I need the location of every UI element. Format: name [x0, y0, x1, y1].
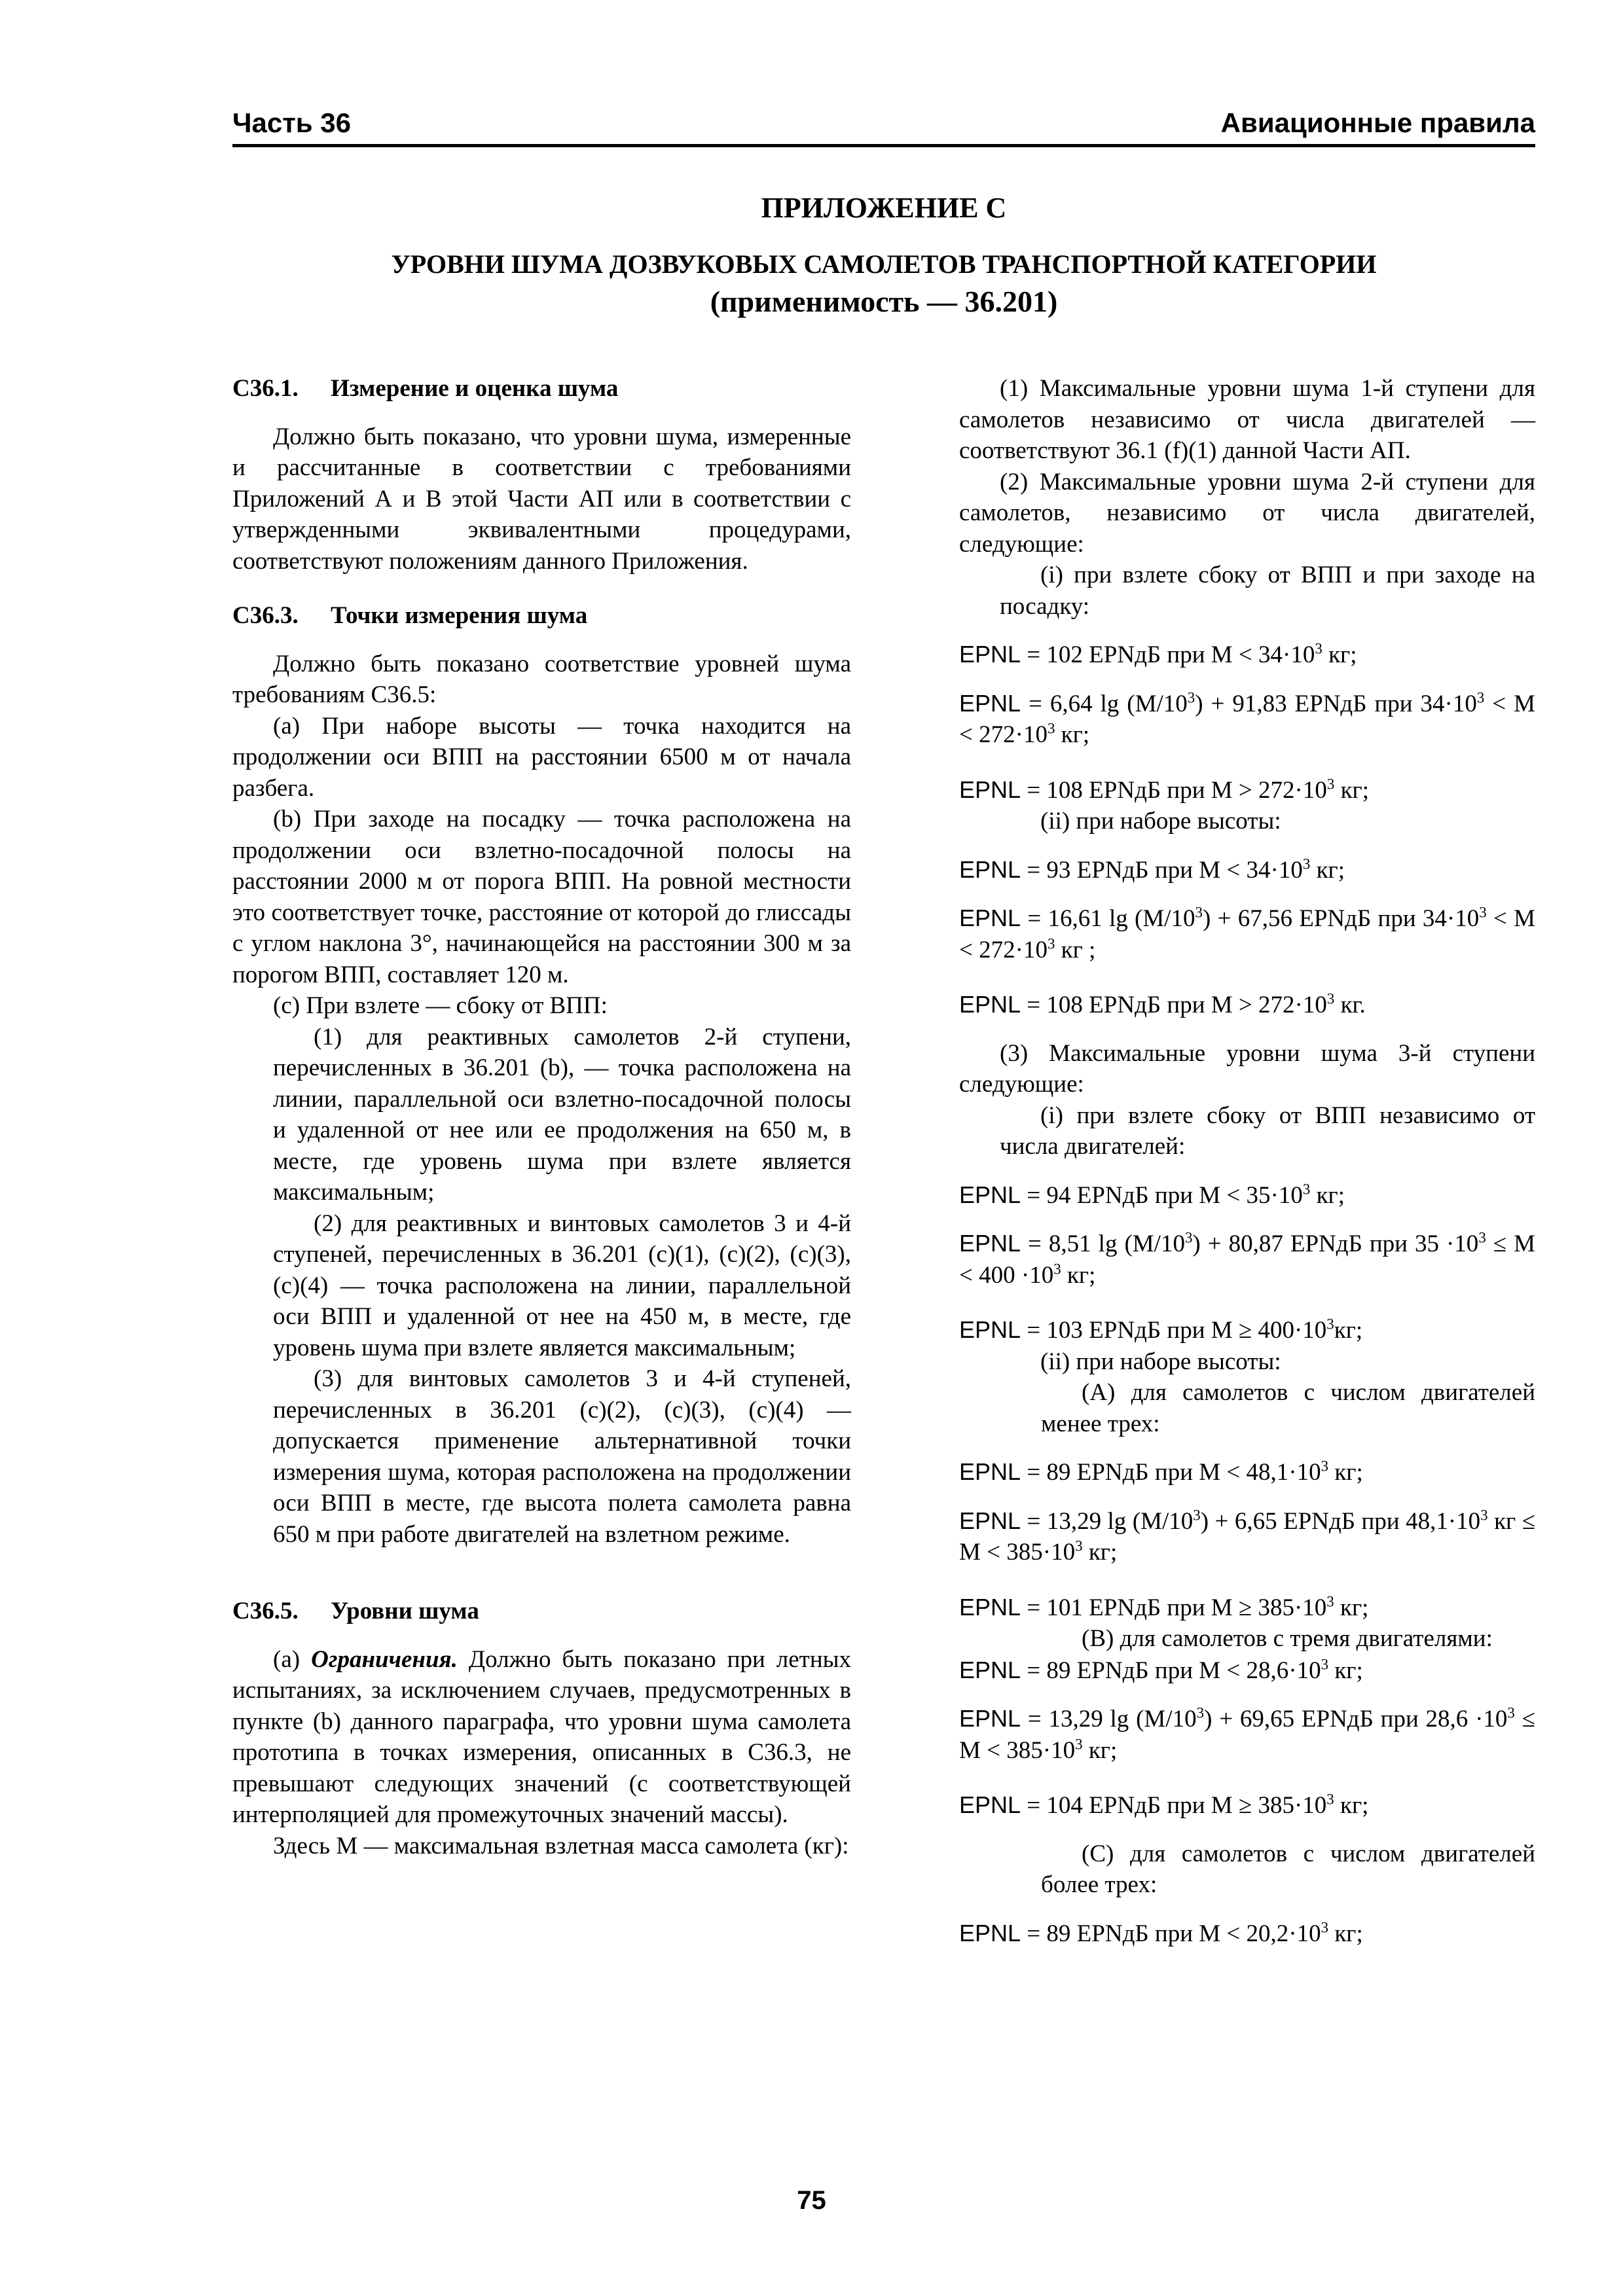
formula-part: = 89	[1021, 1920, 1077, 1947]
formula-part: кг ≤ М < 385·10	[959, 1507, 1535, 1566]
appendix-heading: ПРИЛОЖЕНИЕ C	[761, 192, 1007, 224]
formula-part: при 48,1·10	[1361, 1507, 1481, 1535]
formula-exponent: 3	[1326, 990, 1335, 1007]
section-heading	[232, 373, 851, 404]
formula-part: = 93	[1021, 856, 1077, 884]
formula-exponent: 3	[1047, 720, 1055, 737]
formula	[959, 989, 1535, 1021]
section-title: Точки измерения шума	[331, 602, 588, 629]
formula-part: ) + 69,65	[1204, 1706, 1302, 1732]
formula-exponent: 3	[1326, 1791, 1334, 1808]
formula-part: ≤ М < 385·10	[959, 1706, 1535, 1764]
formula-part: кг;	[1310, 1181, 1345, 1209]
appendix-subject: УРОВНИ ШУМА ДОЗВУКОВЫХ САМОЛЕТОВ ТРАНСПОРТНОЙ КАТЕГОРИИ	[391, 249, 1377, 279]
formula-part: ) + 67,56	[1203, 905, 1300, 932]
formula	[959, 1456, 1535, 1488]
page-number: 75	[797, 2186, 826, 2215]
section-number: С36.5.	[232, 1598, 299, 1624]
formula	[959, 903, 1535, 965]
formula-part: EPNL	[959, 1919, 1021, 1946]
formula-exponent: 3	[1187, 689, 1195, 706]
formula-part: EPNL	[959, 1316, 1021, 1343]
header-part: Часть 36	[232, 107, 352, 138]
formula-part: = 89	[1021, 1459, 1077, 1486]
formula-part: при М < 20,2·10	[1148, 1920, 1321, 1947]
formula-part: ЕРNдБ	[1076, 856, 1149, 884]
formula-part: ЕРNдБ	[1089, 1317, 1161, 1344]
formula-exponent: 3	[1302, 855, 1311, 872]
formula-exponent: 3	[1193, 1506, 1201, 1523]
formula-exponent: 3	[1478, 1229, 1486, 1246]
formula-part: EPNL	[959, 905, 1021, 931]
formula-part: = 108	[1021, 992, 1089, 1018]
formula-part: = 108	[1021, 776, 1089, 804]
formula-part: = 16,61 lg (М/10	[1021, 905, 1195, 932]
formula-part: ) + 80,87	[1192, 1230, 1290, 1257]
formula-exponent: 3	[1507, 1704, 1515, 1721]
formula-part: при М ≥ 400·10	[1161, 1317, 1327, 1344]
formula-part: кг;	[1334, 776, 1370, 804]
formula-part: при М < 35·10	[1148, 1181, 1303, 1209]
formula-part: кг;	[1328, 1657, 1363, 1684]
formula-part: при М ≥ 385·10	[1161, 1792, 1327, 1819]
formula-part: ЕРNдБ	[1089, 992, 1161, 1018]
formula-part: ЕРNдБ	[1076, 1181, 1149, 1209]
formula-exponent: 3	[1195, 904, 1203, 921]
formula-part: кг;	[1310, 856, 1345, 884]
formula-part: ЕРNдБ	[1294, 690, 1367, 717]
formula-exponent: 3	[1184, 1229, 1193, 1246]
formula-part: EPNL	[959, 1656, 1021, 1683]
formula-part: ЕРNдБ	[1089, 1792, 1161, 1819]
formula-exponent: 3	[1315, 640, 1322, 657]
formula-part: ЕРNдБ	[1089, 1594, 1161, 1621]
header-title: Авиационные правила	[1220, 107, 1535, 138]
paragraph: (i) при взлете сбоку от ВПП независимо от числа двигателей:	[1000, 1102, 1535, 1160]
formula-part: ЕРNдБ	[1076, 1920, 1149, 1947]
formula-part: ≤ М < 400 ·10	[959, 1230, 1535, 1289]
formula	[959, 854, 1535, 886]
formula-part: кг;	[1082, 1539, 1118, 1566]
formula-part: ) + 91,83	[1195, 690, 1295, 717]
formula-part: = 6,64 lg (М/10	[1021, 690, 1188, 717]
formula	[959, 639, 1535, 671]
paragraph: (с) При взлете — сбоку от ВПП:	[273, 992, 608, 1019]
formula-part: при М < 34·10	[1148, 856, 1303, 884]
formula-part: при 35 ·10	[1369, 1230, 1479, 1257]
formula-part: ЕРNдБ	[1089, 776, 1161, 804]
formula-part: кг;	[1328, 1459, 1363, 1486]
paragraph: Здесь М — максимальная взлетная масса самолета (кг):	[273, 1832, 849, 1859]
section-title: Уровни шума	[331, 1598, 479, 1624]
formula-part: = 104	[1021, 1792, 1089, 1819]
paragraph-text: Должно быть показано при летных испытаниях, за исключением случаев, предусмотренных в пункте (b) данного параграфа, что уровни шума самолета прототипа в точках измерения, описанных в С36.3, не превышают следующих значений (с соответствующей интерполяцией для промежуточных значений массы).	[232, 1645, 852, 1828]
formula-part: при М ≥ 385·10	[1161, 1594, 1327, 1621]
formula-exponent: 3	[1321, 1655, 1329, 1672]
appendix-applicability: (применимость — 36.201)	[710, 285, 1058, 318]
formula-part: EPNL	[959, 776, 1021, 803]
formula-part: = 8,51 lg (М/10	[1021, 1230, 1185, 1257]
formula-exponent: 3	[1476, 689, 1485, 706]
formula-part: = 13,29 lg (М/10	[1021, 1706, 1197, 1732]
left-column	[232, 373, 851, 1861]
formula-part: при М < 48,1·10	[1148, 1459, 1321, 1486]
formula-part: EPNL	[959, 1181, 1021, 1208]
formula-part: при 28,6 ·10	[1380, 1706, 1508, 1732]
paragraph: (а) При наборе высоты — точка находится на продолжении оси ВПП на расстоянии 6500 м от начала разбега.	[232, 712, 851, 802]
formula-part: при М > 272·10	[1161, 776, 1327, 804]
item-label: (а)	[273, 1645, 301, 1673]
formula-part: кг;	[1334, 1594, 1369, 1621]
running-header	[232, 105, 1535, 147]
paragraph: (2) Максимальные уровни шума 2-й ступени для самолетов, независимо от числа двигателей, следующие:	[959, 468, 1535, 558]
formula-exponent: 3	[1479, 904, 1487, 921]
formula-part: кг;	[1322, 641, 1357, 668]
right-column	[959, 373, 1535, 1949]
formula	[959, 1228, 1535, 1291]
paragraph: (2) для реактивных и винтовых самолетов 3 и 4-й ступеней, перечисленных в 36.201 (c)(1), (c)(2), (c)(3), (c)(4) — точка расположена на линии, параллельной оси ВПП и удаленной от нее на 450 м, в месте, где уровень шума при взлете является максимальным;	[273, 1210, 851, 1361]
paragraph: (i) при взлете сбоку от ВПП и при заходе на посадку:	[1000, 562, 1535, 620]
formula-part: EPNL	[959, 689, 1021, 717]
formula	[959, 1703, 1535, 1766]
formula	[959, 1179, 1535, 1211]
formula	[959, 1789, 1535, 1821]
emphasis: Ограничения.	[311, 1645, 458, 1673]
formula-part: при М > 272·10	[1161, 992, 1327, 1018]
formula-part: < М < 272·10	[959, 690, 1535, 748]
section-heading	[232, 1596, 851, 1627]
paragraph: (ii) при наборе высоты:	[1040, 808, 1281, 834]
formula-exponent: 3	[1196, 1704, 1205, 1721]
formula-part: ЕРNдБ	[1283, 1507, 1356, 1535]
paragraph: (3) Максимальные уровни шума 3-й ступени следующие:	[959, 1039, 1535, 1098]
formula-part: кг;	[1055, 721, 1090, 748]
formula-part: = 89	[1021, 1657, 1077, 1684]
formula-part: ЕРNдБ	[1076, 1657, 1149, 1684]
formula-exponent: 3	[1302, 1180, 1311, 1197]
formula-part: = 101	[1021, 1594, 1089, 1621]
formula-part: EPNL	[959, 855, 1021, 883]
section-heading	[232, 600, 851, 632]
formula-exponent: 3	[1326, 775, 1335, 792]
formula-part: ) + 6,65	[1200, 1507, 1284, 1535]
formula-part: = 94	[1021, 1181, 1077, 1209]
formula-part: при 34·10	[1374, 690, 1477, 717]
formula-part: EPNL	[959, 1507, 1021, 1534]
formula-part: кг;	[1328, 1920, 1363, 1947]
paragraph: (ii) при наборе высоты:	[1040, 1348, 1281, 1375]
formula-exponent: 3	[1480, 1506, 1488, 1523]
formula-part: EPNL	[959, 1230, 1021, 1257]
formula	[959, 1314, 1535, 1346]
formula-exponent: 3	[1326, 1316, 1334, 1333]
formula	[959, 1505, 1535, 1568]
formula-part: ЕРNдБ	[1301, 1706, 1374, 1732]
formula-part: EPNL	[959, 991, 1021, 1018]
formula	[959, 774, 1535, 806]
formula-part: EPNL	[959, 641, 1021, 668]
formula-exponent: 3	[1075, 1735, 1083, 1752]
formula-exponent: 3	[1047, 935, 1055, 952]
formula-exponent: 3	[1321, 1918, 1329, 1935]
formula-part: кг;	[1061, 1261, 1096, 1289]
formula-part: EPNL	[959, 1458, 1021, 1485]
formula-part: при М < 34·10	[1161, 641, 1315, 668]
paragraph: (В) для самолетов с тремя двигателями:	[1082, 1625, 1493, 1652]
paragraph: (С) для самолетов с числом двигателей более трех:	[1041, 1840, 1535, 1898]
paragraph: (1) Максимальные уровни шума 1-й ступени для самолетов независимо от числа двигателей — соответствуют 36.1 (f)(1) данной Части АП.	[959, 375, 1535, 464]
formula-part: кг ;	[1055, 936, 1096, 963]
formula-part: ЕРNдБ	[1299, 905, 1372, 932]
formula-part: EPNL	[959, 1791, 1021, 1818]
formula-exponent: 3	[1075, 1537, 1083, 1554]
formula-part: при М < 28,6·10	[1148, 1657, 1321, 1684]
paragraph: (1) для реактивных самолетов 2-й ступени, перечисленных в 36.201 (b), — точка расположена на линии, параллельной оси взлетно-посадочной полосы и удаленной от нее или ее продолжения на 650 м, в месте, где уровень шума при взлете является максимальным;	[273, 1023, 851, 1206]
formula-part: ЕРNдБ	[1290, 1230, 1362, 1257]
formula	[959, 1592, 1535, 1624]
formula-part: кг;	[1334, 1792, 1369, 1819]
formula-part: EPNL	[959, 1593, 1021, 1621]
formula-exponent: 3	[1326, 1592, 1334, 1609]
formula-part: кг;	[1334, 1317, 1363, 1344]
formula-part: при 34·10	[1377, 905, 1480, 932]
formula	[959, 1655, 1535, 1687]
formula-part: = 103	[1021, 1317, 1089, 1344]
paragraph	[232, 1644, 851, 1831]
formula-part: ЕРNдБ	[1089, 641, 1161, 668]
section-number: С36.1.	[232, 375, 299, 402]
formula-part: EPNL	[959, 1705, 1021, 1732]
formula-exponent: 3	[1321, 1458, 1329, 1475]
formula	[959, 688, 1535, 751]
formula-part: кг.	[1334, 992, 1366, 1018]
paragraph: Должно быть показано, что уровни шума, измеренные и рассчитанные в соответствии с требованиями Приложений А и В этой Части АП или в соответствии с утвержденными эквивалентными процедурами, соответствуют положениям данного Приложения.	[232, 423, 851, 575]
formula-part: = 13,29 lg (М/10	[1021, 1507, 1194, 1535]
section-number: С36.3.	[232, 602, 299, 629]
formula-part: ЕРNдБ	[1076, 1459, 1149, 1486]
formula	[959, 1918, 1535, 1950]
paragraph: Должно быть показано соответствие уровней шума требованиям С36.5:	[232, 650, 851, 708]
paragraph: (b) При заходе на посадку — точка расположена на продолжении оси взлетно-посадочной полосы на расстоянии 2000 м от порога ВПП. На ровной местности это соответствует точке, расстояние от которой до глиссады с углом наклона 3°, начинающейся на расстоянии 300 м за порогом ВПП, составляет 120 м.	[232, 806, 851, 988]
appendix-title-block	[232, 190, 1535, 321]
formula-part: < М < 272·10	[959, 905, 1535, 963]
paragraph: (3) для винтовых самолетов 3 и 4-й ступеней, перечисленных в 36.201 (c)(2), (c)(3), (c)(4) — допускается применение альтернативной точки измерения шума, которая расположена на продолжении оси ВПП в месте, где высота полета самолета равна 650 м при работе двигателей на взлетном режиме.	[273, 1365, 851, 1548]
section-title: Измерение и оценка шума	[331, 375, 619, 402]
paragraph: (А) для самолетов с числом двигателей менее трех:	[1041, 1379, 1535, 1437]
formula-part: = 102	[1021, 641, 1089, 668]
formula-exponent: 3	[1053, 1260, 1061, 1277]
formula-part: кг;	[1082, 1736, 1118, 1764]
